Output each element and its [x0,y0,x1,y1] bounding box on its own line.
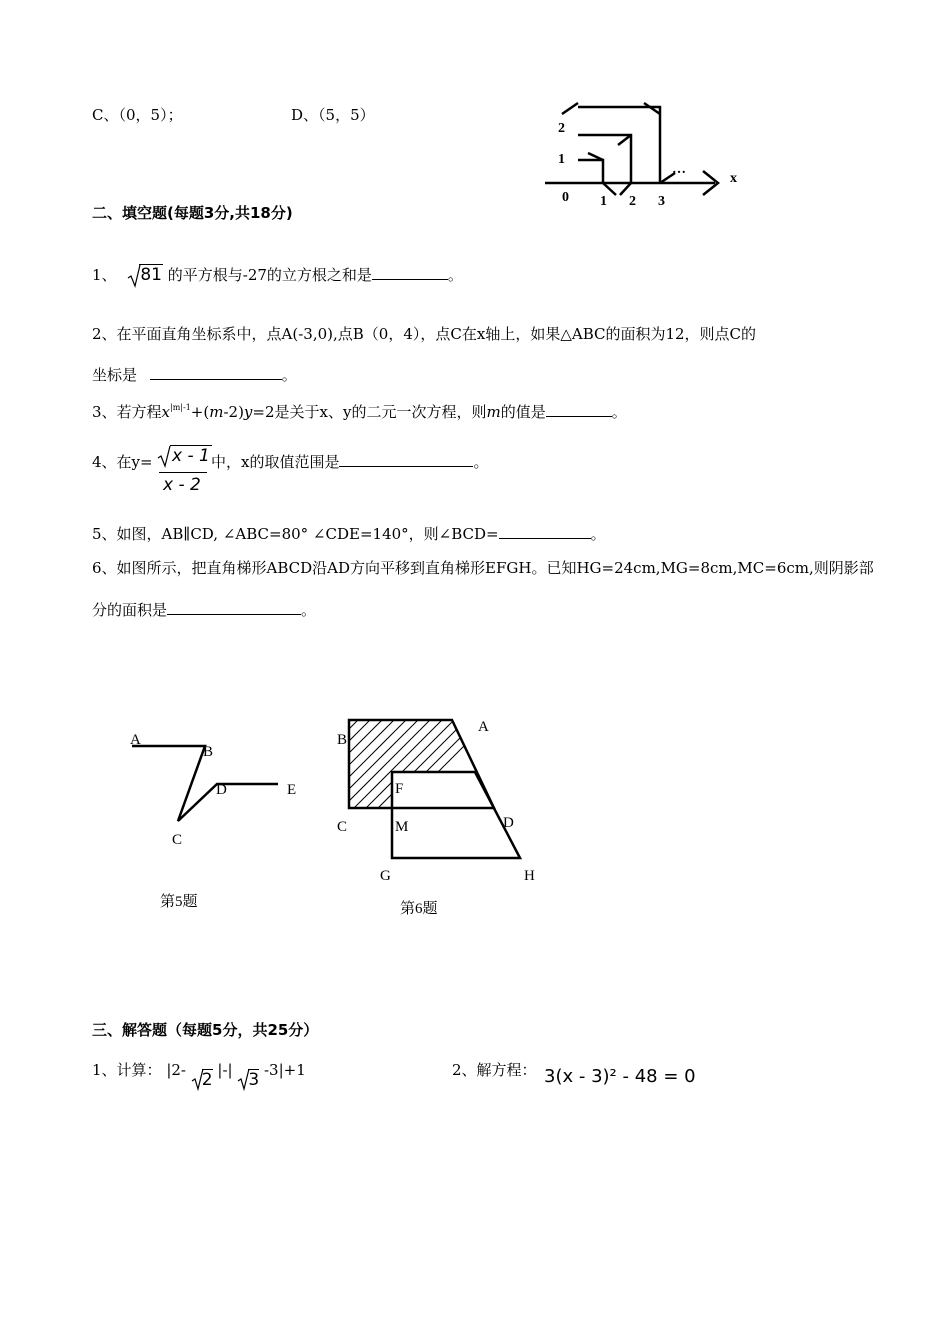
q5-blank [499,524,591,539]
figure-5 [120,725,320,925]
option-d: D、（5，5） [291,106,375,124]
q3-var-m: m [209,403,224,421]
s3-q1-radicand-1: 2 [201,1070,213,1090]
q1-radicand: 81 [140,265,162,285]
s3-q1-bar1: | [166,1061,172,1079]
fig5-label-d: D [216,782,227,798]
radical-sign-icon [237,1068,250,1092]
q6-line1: 6、如图所示，把直角梯形ABCD沿AD方向平移到直角梯形EFGH。已知HG=24cm,MG=8cm,MC=6cm,则阴影部 [92,559,874,577]
fig5-label-a: A [130,732,141,748]
s3-q1-tail: -3|+1 [263,1061,306,1079]
s3-q2-pre: 2、解方程： [452,1061,537,1079]
s3-q1-two: 2- [171,1061,187,1079]
x-axis-label: x [730,171,737,186]
q6-blank [167,600,301,615]
q2-blank [150,365,282,380]
fig6-label-c: C [337,819,348,835]
q3-var-y: y [243,403,253,421]
s3-q1 [92,1059,306,1090]
x-tick-3: 3 [658,194,665,209]
origin-label: 0 [562,190,569,205]
q2-line2-text: 坐标是 [92,366,138,384]
fig5-label-c: C [172,832,183,848]
q3-var-m2: m [486,403,501,421]
q4-blank [339,452,473,467]
q3-mid2: -2) [223,403,244,421]
axis-figure [540,95,760,215]
q1 [92,264,463,285]
q3-exponent: |m|-1 [170,403,191,412]
option-c: C、（0，5）； [92,106,183,124]
q1-text: 的平方根与-27的立方根之和是 [167,266,372,284]
x-tick-1: 1 [600,194,607,209]
q2-end: 。 [281,366,297,384]
fig6-label-a: A [478,719,489,735]
q3-mid: +( [190,403,210,421]
q6-end: 。 [301,601,317,619]
q4-fraction-bar [159,472,207,473]
q2-line2 [92,364,297,385]
s3-q2-equation: 3(x - 3)² - 48 = 0 [544,1066,696,1087]
fig5-caption: 第5题 [160,894,198,910]
q4-rest [211,451,488,472]
q3-post2: 的值是 [500,403,546,421]
q4-denominator: x - 2 [163,475,201,495]
radical-sign-icon [157,445,171,469]
q4-numerator: x - 1 [172,446,210,466]
figure-6 [330,710,560,925]
fig5-label-e: E [287,782,297,798]
fig6-label-h: H [524,868,535,884]
q3-var-x: x [161,403,171,421]
y-tick-2: 2 [558,121,565,136]
trapezoid-efgh [392,772,520,858]
fig6-label-f: F [395,781,404,797]
q3-end: 。 [611,403,627,421]
fig5-label-b: B [203,744,214,760]
s3-q1-radicand-2: 3 [248,1070,260,1090]
q1-blank [372,265,448,280]
q6-line2 [92,599,316,620]
q5-text: 5、如图，AB∥CD, ∠ABC=80° ∠CDE=140°，则∠BCD= [92,525,499,543]
q3 [92,401,627,422]
s3-q1-mid: |-| [217,1061,233,1079]
y-tick-1: 1 [558,152,565,167]
q3-post: =2是关于x、y的二元一次方程，则 [252,403,487,421]
sqrt-81 [127,265,163,285]
q1-number: 1、 [92,266,117,284]
q2-line1: 2、在平面直角坐标系中，点A(-3,0),点B（0，4），点C在x轴上，如果△ABC的面积为12，则点C的 [92,325,757,343]
fig6-label-d: D [503,815,514,831]
q6-line2-text: 分的面积是 [92,601,168,619]
q3-pre: 3、若方程 [92,403,162,421]
radical-sign-icon [191,1068,204,1092]
fig6-label-m: M [395,819,409,835]
q5 [92,523,606,544]
ellipsis: … [672,162,686,177]
section2-heading: 二、填空题(每题3分,共18分) [92,204,293,222]
section3-heading: 三、解答题（每题5分，共25分） [92,1021,319,1039]
q4-post: 中，x的取值范围是 [211,453,340,471]
q4-end: 。 [473,453,489,471]
s3-q1-pre: 1、计算： [92,1061,162,1079]
step-1 [578,160,603,183]
sqrt-2 [191,1070,213,1090]
fig6-caption: 第6题 [400,901,438,917]
fig6-label-b: B [337,732,348,748]
q3-blank [546,402,612,417]
sqrt-3 [237,1070,259,1090]
q1-end: 。 [447,266,463,284]
q4-pre: 4、在y= [92,453,153,471]
x-tick-2: 2 [629,194,636,209]
radical-sign-icon [127,263,141,289]
fig6-label-g: G [380,868,391,884]
q5-end: 。 [590,525,606,543]
